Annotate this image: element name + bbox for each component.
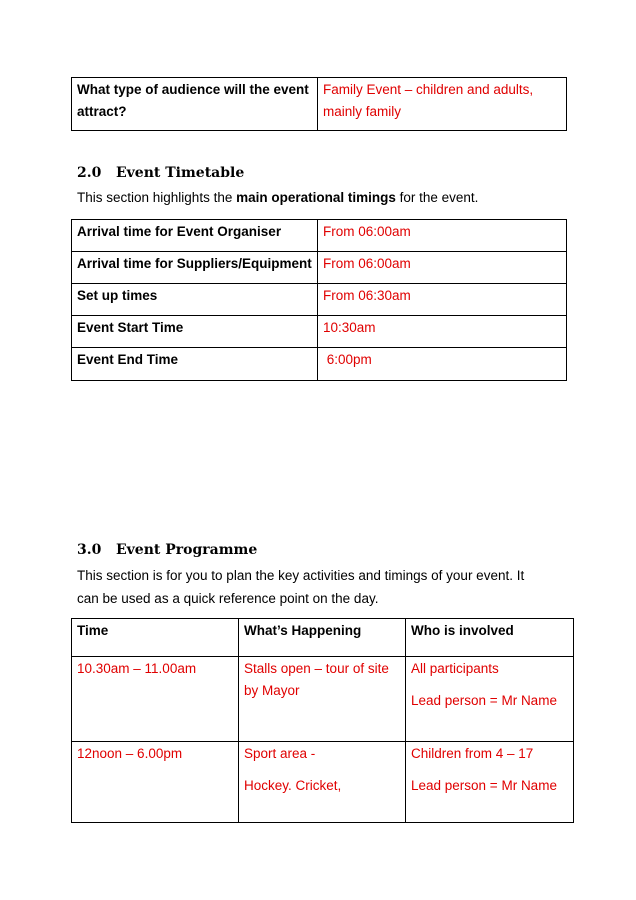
programme-lead-person: Lead person = Mr Name — [411, 777, 557, 793]
timetable-table — [71, 219, 567, 381]
timetable-label: Arrival time for Event Organiser — [77, 224, 282, 239]
table-row — [72, 78, 567, 131]
timetable-intro-bold: main operational timings — [236, 190, 396, 205]
timetable-heading-number: 2.0 — [77, 165, 102, 181]
table-row — [72, 657, 574, 742]
programme-intro-line-2: can be used as a quick reference point on the day. — [77, 591, 379, 606]
programme-happening: Stalls open – tour of site by Mayor — [244, 661, 389, 698]
timetable-value: From 06:00am — [323, 256, 411, 271]
programme-heading-number: 3.0 — [77, 542, 102, 558]
timetable-intro-start: This section highlights the — [77, 190, 237, 205]
timetable-label: Event Start Time — [77, 320, 184, 335]
table-row — [72, 742, 574, 823]
header-involved: Who is involved — [411, 623, 514, 638]
timetable-value: From 06:30am — [323, 288, 411, 303]
programme-happening-detail: Hockey. Cricket, — [244, 777, 342, 793]
table-row — [72, 316, 567, 348]
programme-table — [71, 618, 574, 823]
programme-time: 10.30am – 11.00am — [77, 661, 197, 676]
header-happening: What’s Happening — [244, 623, 362, 638]
timetable-heading — [77, 165, 244, 181]
audience-answer: Family Event – children and adults, mainly family — [323, 82, 534, 119]
table-row — [72, 348, 567, 381]
header-time: Time — [77, 623, 109, 638]
table-row — [72, 220, 567, 252]
audience-table — [71, 77, 567, 131]
timetable-label: Event End Time — [77, 352, 179, 367]
table-row — [72, 619, 574, 657]
table-row — [72, 284, 567, 316]
programme-involved: Children from 4 – 17 — [411, 746, 534, 761]
timetable-intro-end: for the event. — [395, 190, 479, 205]
programme-time: 12noon – 6.00pm — [77, 746, 183, 761]
timetable-label: Arrival time for Suppliers/Equipment — [77, 256, 312, 271]
programme-lead-person: Lead person = Mr Name — [411, 692, 557, 708]
programme-happening: Sport area - — [244, 746, 316, 761]
audience-question: What type of audience will the event attract? — [77, 82, 309, 119]
timetable-heading-title: Event Timetable — [116, 165, 245, 181]
timetable-value: From 06:00am — [323, 224, 411, 239]
programme-intro — [77, 564, 557, 610]
programme-heading — [77, 542, 257, 558]
timetable-value: 10:30am — [323, 320, 376, 335]
timetable-value: 6:00pm — [323, 352, 372, 367]
programme-heading-title: Event Programme — [116, 542, 258, 558]
timetable-intro — [77, 186, 478, 209]
timetable-label: Set up times — [77, 288, 158, 303]
table-row — [72, 252, 567, 284]
programme-intro-line-1: This section is for you to plan the key activities and timings of your event. It — [77, 568, 525, 583]
programme-involved: All participants — [411, 661, 499, 676]
